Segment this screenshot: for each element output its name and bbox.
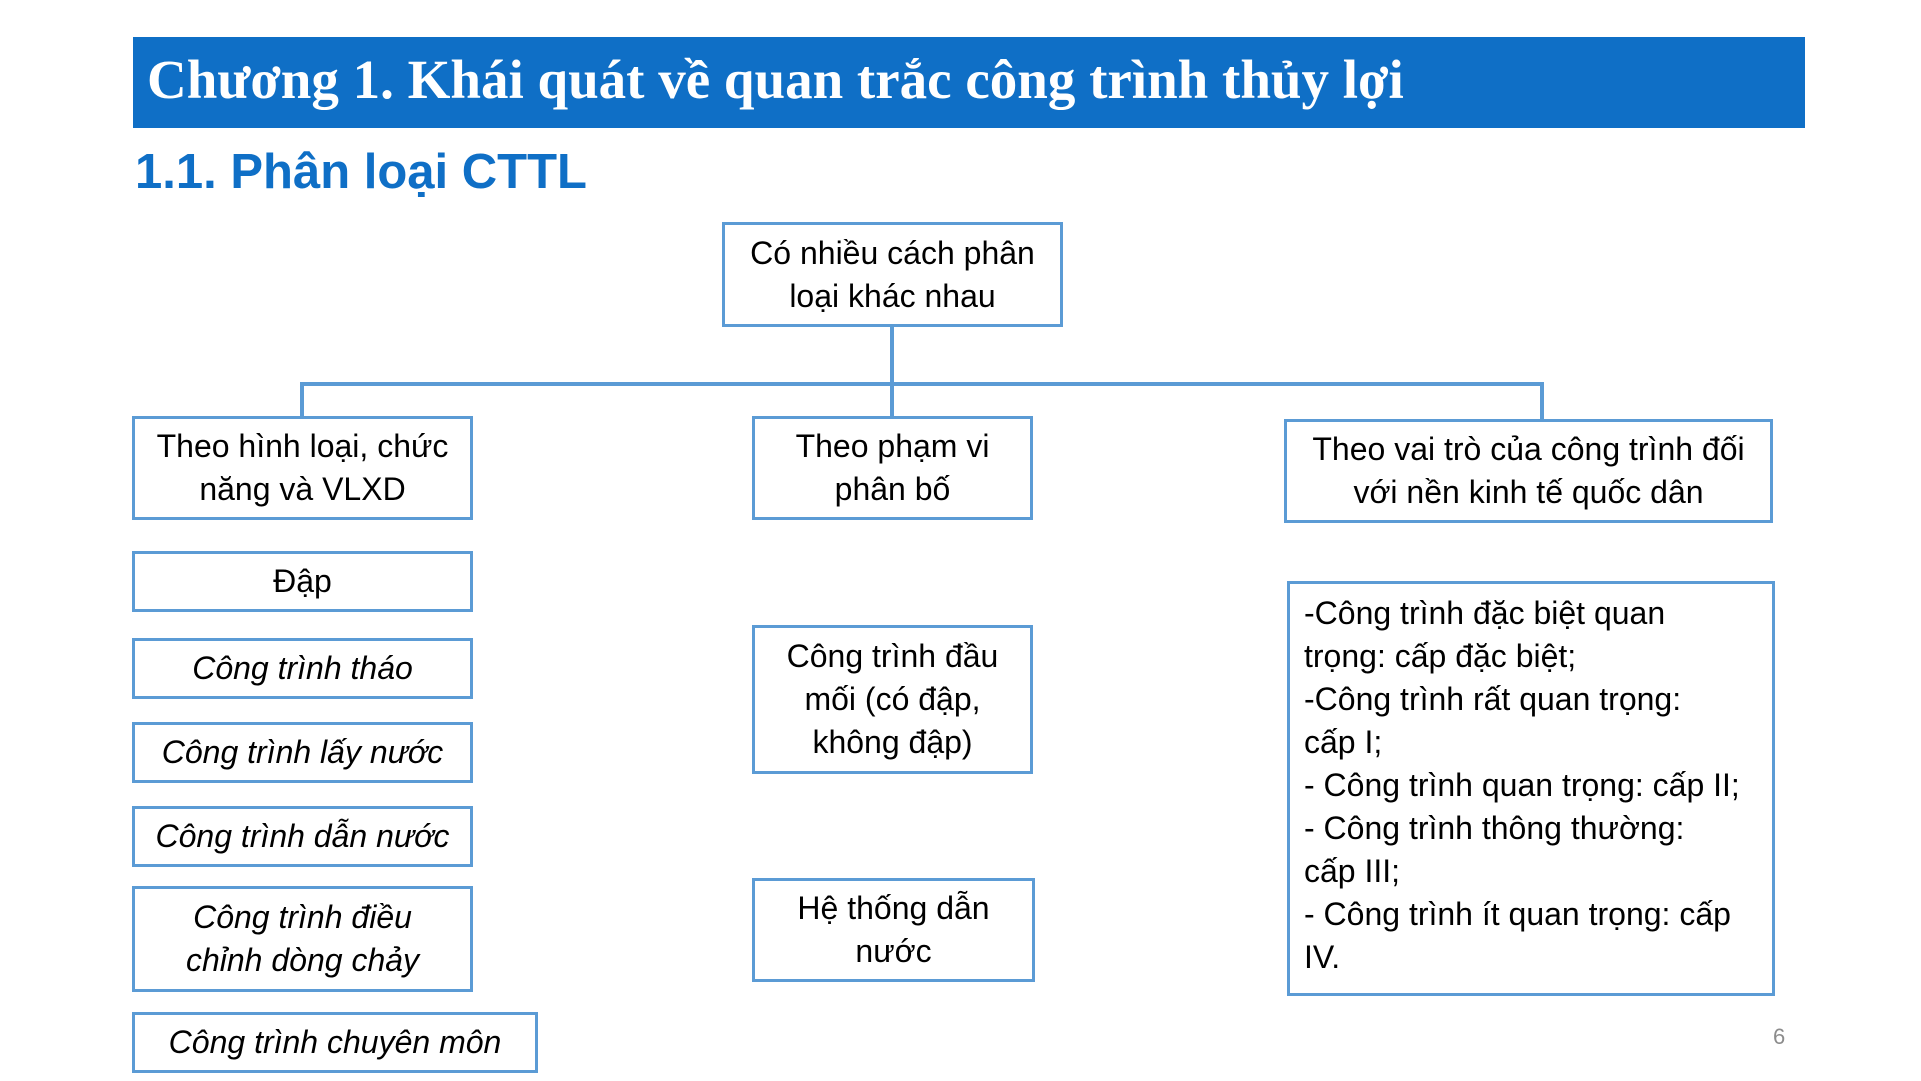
middle-item: Hệ thống dẫn nước (752, 878, 1035, 982)
right-item (1287, 581, 1775, 996)
right-item-line: - Công trình ít quan trọng: cấp (1304, 896, 1731, 932)
right-item-line: -Công trình rất quan trọng: (1304, 681, 1682, 717)
root-node: Có nhiều cách phân loại khác nhau (722, 222, 1063, 327)
right-item-line: IV. (1304, 939, 1341, 975)
left-item: Công trình dẫn nước (132, 806, 473, 867)
right-item-line: - Công trình quan trọng: cấp II; (1304, 767, 1740, 803)
page-number: 6 (1773, 1024, 1786, 1049)
category-node: Theo vai trò của công trình đối với nền kinh tế quốc dân (1284, 419, 1773, 523)
right-item-text (1304, 592, 1740, 979)
right-item-line: cấp I; (1304, 724, 1383, 760)
slide-title: Chương 1. Khái quát về quan trắc công trình thủy lợi (147, 49, 1404, 110)
right-item-line: - Công trình thông thường: (1304, 810, 1685, 846)
right-item-line: trọng: cấp đặc biệt; (1304, 638, 1577, 674)
middle-item: Công trình đầu mối (có đập, không đập) (752, 625, 1033, 774)
right-item-line: -Công trình đặc biệt quan (1304, 595, 1666, 631)
category-node: Theo hình loại, chức năng và VLXD (132, 416, 473, 520)
left-item: Công trình tháo (132, 638, 473, 699)
left-item: Đập (132, 551, 473, 612)
left-item: Công trình chuyên môn (132, 1012, 538, 1073)
left-item: Công trình điều chỉnh dòng chảy (132, 886, 473, 992)
left-item: Công trình lấy nước (132, 722, 473, 783)
section-heading: 1.1. Phân loại CTTL (135, 145, 587, 199)
right-item-line: cấp III; (1304, 853, 1401, 889)
category-node: Theo phạm vi phân bố (752, 416, 1033, 520)
